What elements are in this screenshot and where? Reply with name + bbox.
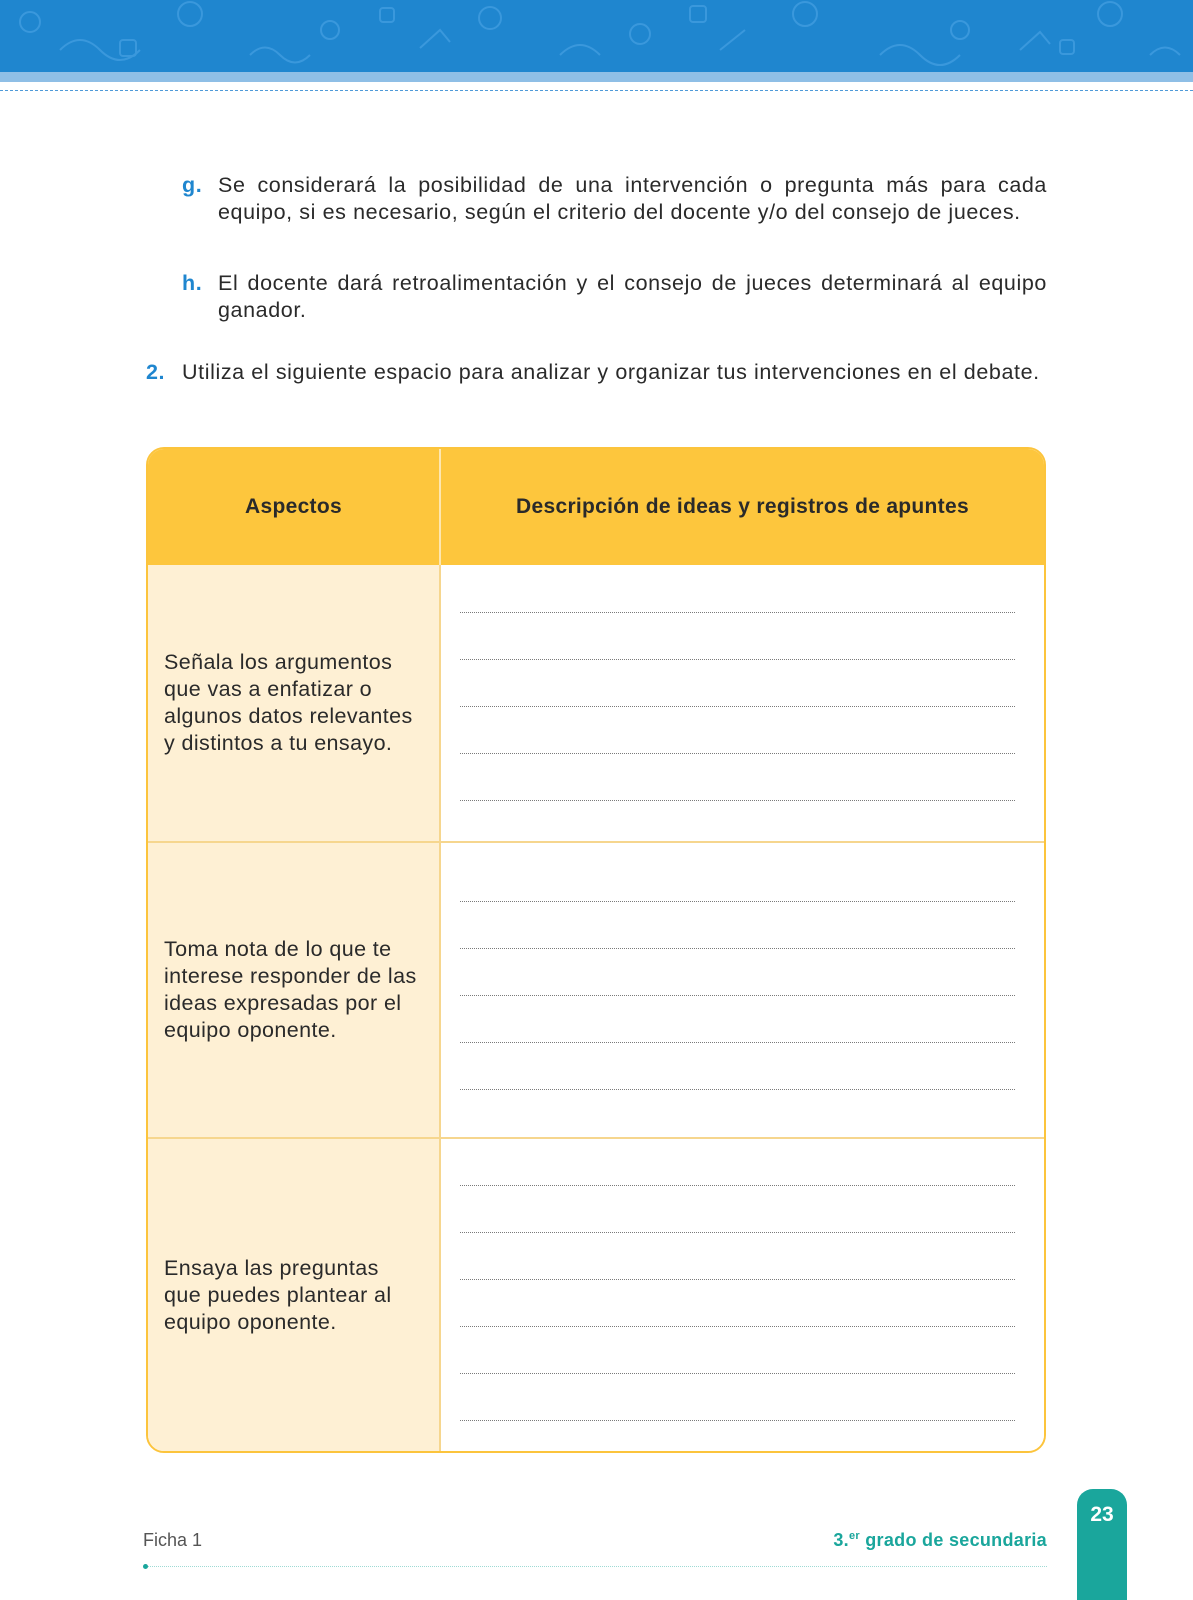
- footer-dotted-line: [146, 1566, 1047, 1567]
- footer-dot: [143, 1564, 148, 1569]
- writing-line: [460, 901, 1015, 902]
- writing-line: [460, 1232, 1015, 1233]
- list-marker: g.: [182, 173, 203, 197]
- footer-ficha: Ficha 1: [143, 1530, 203, 1550]
- writing-line: [460, 800, 1015, 801]
- notes-cell-1[interactable]: [441, 565, 1044, 841]
- page-number: 23: [1090, 1503, 1114, 1526]
- list-marker: h.: [182, 271, 203, 295]
- footer-grade: [833, 1530, 1047, 1551]
- question-number: 2.: [146, 360, 166, 384]
- writing-line: [460, 1326, 1015, 1327]
- writing-line: [460, 659, 1015, 660]
- question-text: Utiliza el siguiente espacio para analizar y organizar tus intervenciones en el debate.: [182, 360, 1040, 384]
- banner-strip: [0, 72, 1193, 82]
- notes-cell-2[interactable]: [441, 841, 1044, 1137]
- aspect-cell-3: Ensaya las preguntas que puedes plantear al equipo oponente.: [148, 1137, 441, 1451]
- grade-text: grado de secundaria: [859, 1530, 1047, 1550]
- list-item-g: [182, 172, 1047, 226]
- writing-line: [460, 995, 1015, 996]
- table-header-descripcion: Descripción de ideas y registros de apuntes: [441, 449, 1044, 565]
- aspect-cell-1: Señala los argumentos que vas a enfatizar o algunos datos relevantes y distintos a tu ensayo.: [148, 565, 441, 841]
- notes-cell-3[interactable]: [441, 1137, 1044, 1451]
- list-item-text: El docente dará retroalimentación y el consejo de jueces determinará al equipo ganador.: [218, 271, 1047, 322]
- table-header-aspectos: Aspectos: [148, 449, 441, 565]
- grade-superscript: er: [848, 1530, 860, 1542]
- grade-number: 3.: [833, 1530, 849, 1550]
- writing-line: [460, 948, 1015, 949]
- page-number-tab: [1077, 1489, 1127, 1600]
- list-item-h: [182, 270, 1047, 324]
- aspect-cell-2: Toma nota de lo que te interese responder de las ideas expresadas por el equipo oponente.: [148, 841, 441, 1137]
- writing-line: [460, 1089, 1015, 1090]
- writing-line: [460, 1279, 1015, 1280]
- writing-line: [460, 1373, 1015, 1374]
- banner-doodle-pattern: [0, 0, 1193, 72]
- header-banner: [0, 0, 1193, 72]
- header-dashed-divider: [0, 90, 1193, 91]
- writing-line: [460, 1420, 1015, 1421]
- writing-line: [460, 706, 1015, 707]
- notes-table: [146, 447, 1046, 1453]
- question-2: [146, 359, 1047, 386]
- writing-line: [460, 753, 1015, 754]
- writing-line: [460, 1185, 1015, 1186]
- writing-line: [460, 1042, 1015, 1043]
- writing-line: [460, 612, 1015, 613]
- list-item-text: Se considerará la posibilidad de una intervención o pregunta más para cada equipo, si es necesario, según el criterio del docente y/o del consejo de jueces.: [218, 173, 1047, 224]
